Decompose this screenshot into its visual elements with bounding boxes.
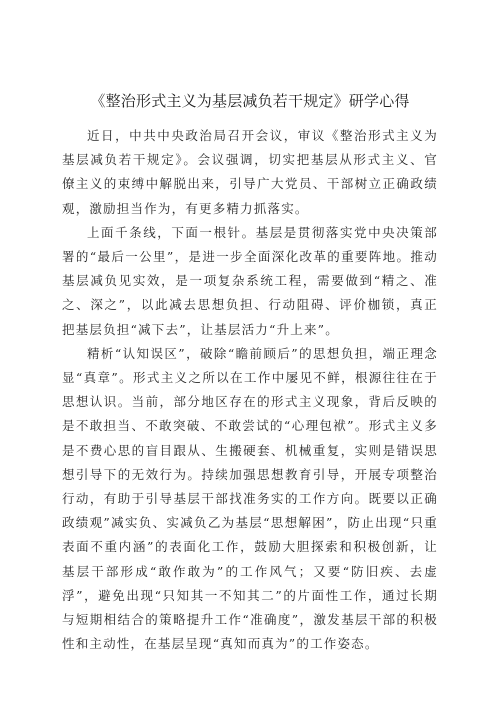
paragraph-1: 近日，中共中央政治局召开会议，审议《整治形式主义为基层减负若干规定》。会议强调，切实把基层从形式主义、官僚主义的束缚中解脱出来，引导广大党员、干部树立正确政绩观，激励担当作为，有更多精力抓落实。 [62,128,438,216]
document-title: 《整治形式主义为基层减负若干规定》研学心得 [90,92,410,110]
document-body [62,124,438,656]
paragraph-2: 上面千条线，下面一根针。基层是贯彻落实党中央决策部署的“最后一公里”，是进一步全面深化改革的重要阵地。推动基层减负见实效，是一项复杂系统工程，需要做到“精之、准之、深之”，以此减去思想负担、行动阻碍、评价枷锁，真正把基层负担“减下去”，让基层活力“升上来”。 [62,224,438,337]
paragraph-3: 精析“认知误区”，破除“瞻前顾后”的思想负担，端正理念显“真章”。形式主义之所以在工作中屡见不鲜，根源往往在于思想认识。当前，部分地区存在的形式主义现象，背后反映的是不敢担当、不敢突破、不敢尝试的“心理包袱”。形式主义多是不费心思的盲目跟从、生搬硬套、机械重复，实则是错误思想引导下的无效行为。持续加强思想教育引导，开展专项整治行动，有助于引导基层干部找准务实的工作方向。既要以正确政绩观”减实负、实减负乙为基层“思想解困”，防止出现“只重表面不重内涵”的表面化工作，鼓励大胆探索和积极创新，让基层干部形成“敢作敢为”的工作风气；又要“防旧疾、去虚浮”，避免出现“只知其一不知其二”的片面性工作，通过长期与短期相结合的策略提升工作“准确度”，激发基层干部的积极性和主动性，在基层呈现“真知而真为”的工作姿态。 [62,345,438,652]
